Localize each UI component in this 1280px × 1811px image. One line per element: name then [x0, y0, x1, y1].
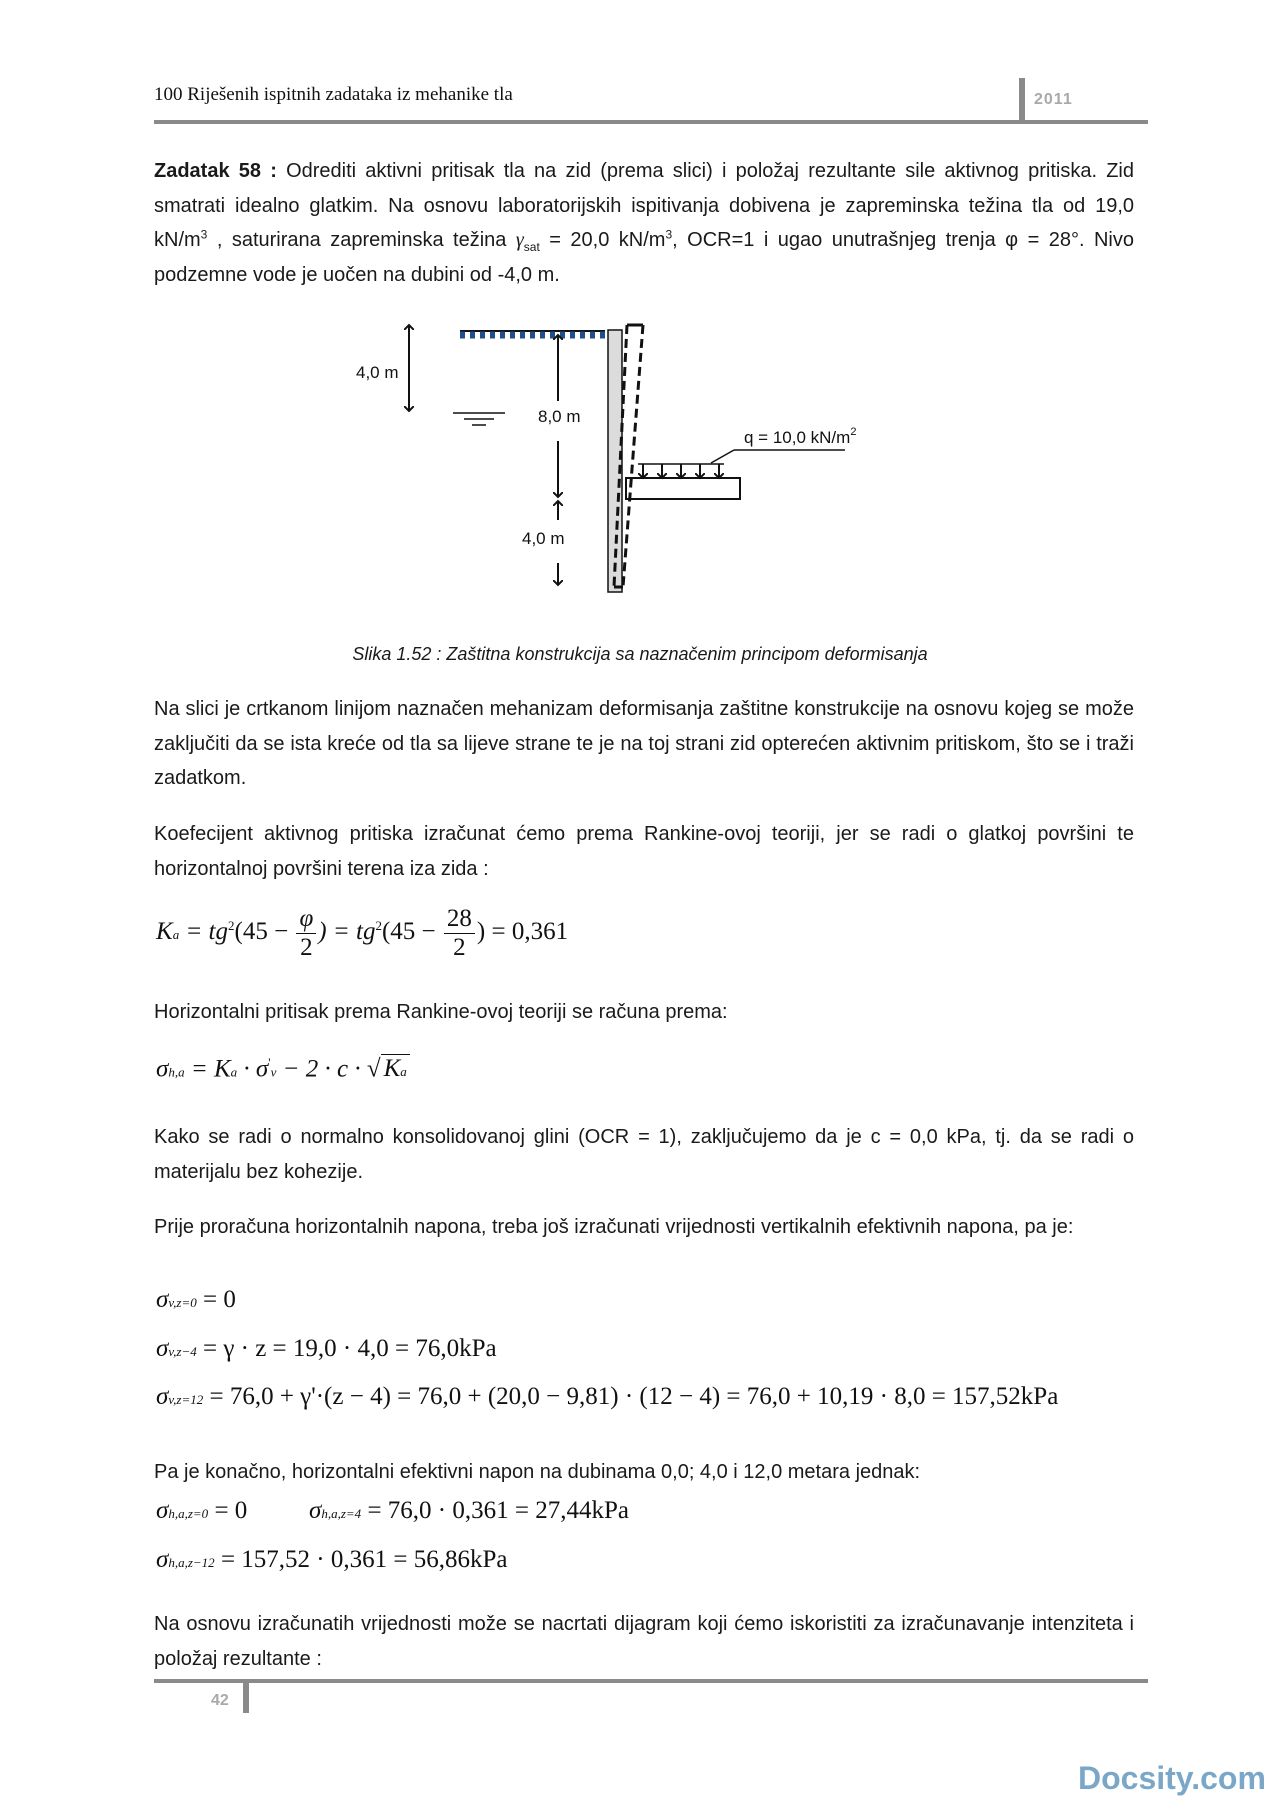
surcharge-load [626, 450, 845, 499]
footer-rule [154, 1679, 1148, 1683]
footer-vertical-bar [243, 1683, 249, 1713]
water-table-symbol [453, 413, 505, 425]
task-label: Zadatak 58 : [154, 160, 277, 182]
label-4m-bottom: 4,0 m [522, 529, 565, 548]
page-number: 42 [211, 1692, 229, 1709]
label-4m-top: 4,0 m [356, 363, 399, 382]
header-rule [154, 120, 1148, 124]
equation-sh4: σh,a,z=4 = 76,0 · 0,361 = 27,44kPa [309, 1497, 629, 1524]
equation-sh12: σh,a,z−12 = 157,52 · 0,361 = 56,86kPa [156, 1546, 508, 1573]
task-statement: Zadatak 58 : Odrediti aktivni pritisak tla na zid (prema slici) i položaj rezultante sile aktivnog pritiska. Zid smatrati idealno glatkim. Na osnovu laboratorijskih ispitivanja dobivena je zapreminska težina tla od 19,0 $kN/m^3$ , saturirana zapreminska težina $\gamma_{sat} = 20,0$ $kN/m^3$, OCR=1 i ugao unutrašnjeg trenja φ = 28°. Nivo podzemne vode je uočen na dubini od -4,0 m. [154, 160, 1134, 286]
load-label: q = 10,0 $kN/m^2$ [744, 426, 857, 447]
equation-sh0: σh,a,z=0 = 0 [156, 1497, 248, 1524]
retaining-wall-figure [340, 315, 900, 595]
equation-ka: $Ka = tg^2(45$ − $\frac{\varphi}{2}$ ) = $tg^2(45$ − $\frac{28}{2}$ ) = 0,361 [156, 905, 569, 961]
paragraph-ocr: Kako se radi o normalno konsolidovanoj glini (OCR = 1), zaključujemo da je c = 0,0 kPa, tj. da se radi o materijalu bez kohezije. [154, 1126, 1134, 1183]
equation-sv12: σv,z=12 = 76,0 + γ'·(z − 4) = 76,0 + (20,0 − 9,81) · (12 − 4) = 76,0 + 10,19 · 8,0 = 157,52kPa [156, 1383, 1059, 1410]
figure-caption: Slika 1.52 : Zaštitna konstrukcija sa naznačenim principom deformisanja [352, 644, 928, 664]
paragraph-mechanism: Na slici je crtkanom linijom naznačen mehanizam deformisanja zaštitne konstrukcije na osnovu kojeg se može zaključiti da se ista kreće od tla sa lijeve strane te je na toj strani zid opterećen aktivnim pritiskom, što se i traži zadatkom. [154, 698, 1134, 789]
header-vertical-bar [1019, 78, 1025, 123]
equation-sigma-h: σh,a = Ka · σ'v − 2 · c · √ Ka [156, 1055, 410, 1083]
paragraph-horizontal-stresses: Pa je konačno, horizontalni efektivni napon na dubinama 0,0; 4,0 i 12,0 metara jednak: [154, 1461, 921, 1483]
ground-surface-hatching [460, 331, 605, 335]
paragraph-diagram: Na osnovu izračunatih vrijednosti može se nacrtati dijagram koji ćemo iskoristiti za izračunavanje intenziteta i položaj rezultante : [154, 1613, 1134, 1670]
paragraph-horizontal-pressure: Horizontalni pritisak prema Rankine-ovoj teoriji se računa prema: [154, 1001, 728, 1023]
watermark: Docsity.com [1078, 1760, 1266, 1796]
label-8m: 8,0 m [538, 407, 581, 426]
running-header-title: 100 Riješenih ispitnih zadataka iz mehanike tla [154, 84, 513, 105]
equation-sv0: σv,z=0 = 0 [156, 1286, 236, 1313]
paragraph-vertical-stresses: Prije proračuna horizontalnih napona, treba još izračunati vrijednosti vertikalnih efektivnih napona, pa je: [154, 1216, 1074, 1238]
paragraph-coefficient: Koefecijent aktivnog pritiska izračunat ćemo prema Rankine-ovoj teoriji, jer se radi o glatkoj površini te horizontalnoj površini terena iza zida : [154, 823, 1134, 880]
equation-sv4: σv,z−4 = γ · z = 19,0 · 4,0 = 76,0kPa [156, 1335, 497, 1362]
header-year: 2011 [1034, 91, 1073, 108]
